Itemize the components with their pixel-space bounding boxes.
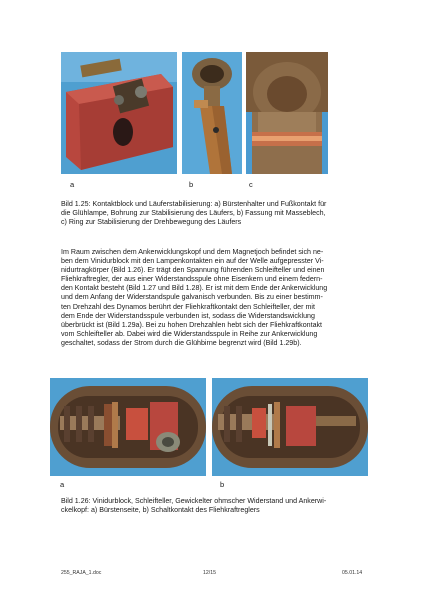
caption-line: c) Ring zur Stabilisierung der Drehbewegung des Läufers (61, 218, 242, 227)
paragraph-line: überbrückt ist (Bild 1.29a). Bei zu hohen Drehzahlen hebt sich der Fliehkraftkontakt (61, 320, 323, 329)
paragraph-line: Fliehkraftregler, der aus einer Widerstandsspule ohne Eisenkern und einem federn- (61, 275, 323, 284)
figure-125-label-c: c (249, 180, 253, 189)
paragraph-line: geschaltet, sodass der Strom durch die Glühbirne begrenzt wird (Bild 1.29b). (61, 338, 302, 347)
footer-page-number: 12/15 (203, 570, 216, 576)
caption-line: Bild 1.25: Kontaktblock und Läuferstabilisierung: a) Bürstenhalter und Fußkontakt für (61, 200, 327, 208)
footer-filename: 255_RAJA_1.doc (61, 570, 102, 576)
paragraph-line: nidurtragkörper (Bild 1.26). Er trägt den Spannung führenden Schleifteller und einen (61, 266, 325, 275)
caption-line: die Glühlampe, Bohrung zur Stabilisierung des Läufers, b) Fassung mit Masseblech, (61, 209, 326, 218)
figure-126-label-a: a (60, 480, 65, 489)
figure-125-label-b: b (189, 180, 194, 189)
figure-126-caption (61, 497, 326, 515)
paragraph-line: ten Drehzahl des Dynamos berührt der Fliehkraftkontakt den Schleifteller, der mit (61, 302, 315, 311)
caption-line: ckelkopf: a) Bürstenseite, b) Schaltkontakt des Fliehkraftreglers (61, 506, 260, 515)
caption-line: Bild 1.26: Vinidurblock, Schleifteller, Gewickelter ohmscher Widerstand und Ankerwi- (61, 497, 327, 505)
figure-125-caption (61, 200, 326, 227)
footer-date: 05.01.14 (342, 570, 363, 576)
body-paragraph (61, 248, 327, 348)
figure-125-label-a: a (70, 180, 75, 189)
paragraph-line: den Kontakt besteht (Bild 1.27 und Bild 1.28). Er ist mit dem Ende der Ankerwicklung (61, 284, 328, 293)
paragraph-line: vom Schleifteller ab. Dabei wird die Widerstandsspule in Reihe zur Ankerwicklung (61, 329, 318, 338)
photo-centrifugal-switch-contact (212, 378, 368, 476)
paragraph-line: dem Ende der Widerstandsspule verbunden ist, sodass die Widerstandswicklung (61, 311, 315, 320)
photo-stabilizing-ring (246, 52, 328, 174)
photo-brush-side (50, 378, 206, 476)
figure-126-label-b: b (220, 480, 225, 489)
paragraph-line: ben dem Vinidurblock mit den Lampenkontakten ein auf der Welle aufgepresster Vi- (61, 257, 324, 266)
paragraph-line: und dem Anfang der Widerstandspule galvanisch verbunden. Bis zu einer bestimm- (61, 293, 323, 302)
photo-socket-ground-plate (182, 52, 242, 174)
paragraph-line: Im Raum zwischen dem Ankerwicklungskopf und dem Magnetjoch befindet sich ne- (61, 248, 324, 256)
photo-contact-block (61, 52, 177, 174)
